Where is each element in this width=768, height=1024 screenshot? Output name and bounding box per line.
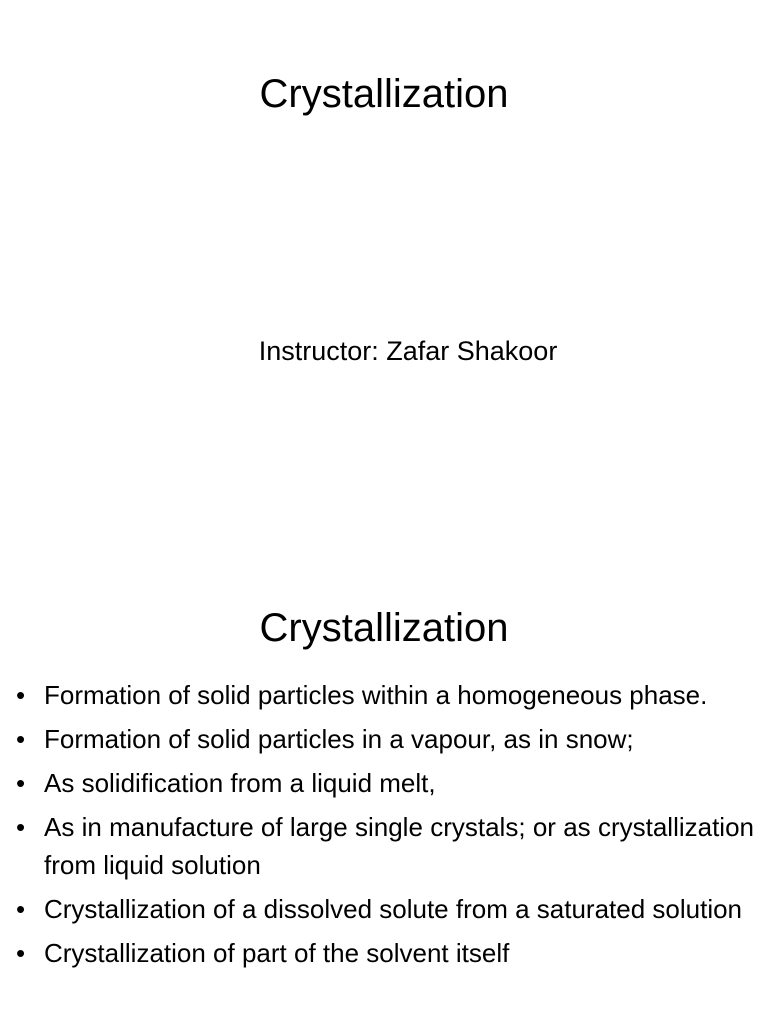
bullet-icon: • <box>16 894 26 924</box>
bullet-item <box>16 676 754 714</box>
bullet-icon: • <box>16 680 26 710</box>
bullet-icon: • <box>16 724 26 754</box>
bullet-icon: • <box>16 812 26 842</box>
slide-title: Crystallization <box>259 72 509 116</box>
bullet-icon: • <box>16 768 26 798</box>
bullet-text: As in manufacture of large single crystals; or as crystallization from liquid solution <box>44 812 754 880</box>
bullet-text: Formation of solid particles in a vapour, as in snow; <box>44 724 634 754</box>
bullet-item <box>16 934 754 972</box>
bullet-text: Formation of solid particles within a homogeneous phase. <box>44 680 708 710</box>
bullet-item <box>16 890 754 928</box>
bullet-icon: • <box>16 938 26 968</box>
bullet-item <box>16 764 754 802</box>
bullet-list <box>16 676 754 978</box>
bullet-item <box>16 808 754 884</box>
bullet-item <box>16 720 754 758</box>
bullet-text: Crystallization of part of the solvent itself <box>44 938 510 968</box>
slide-subtitle: Instructor: Zafar Shakoor <box>258 336 558 366</box>
slide-title: Crystallization <box>259 606 509 650</box>
bullet-text: Crystallization of a dissolved solute from a saturated solution <box>44 894 743 924</box>
bullet-text: As solidification from a liquid melt, <box>44 768 436 798</box>
content-slide <box>0 576 768 1024</box>
